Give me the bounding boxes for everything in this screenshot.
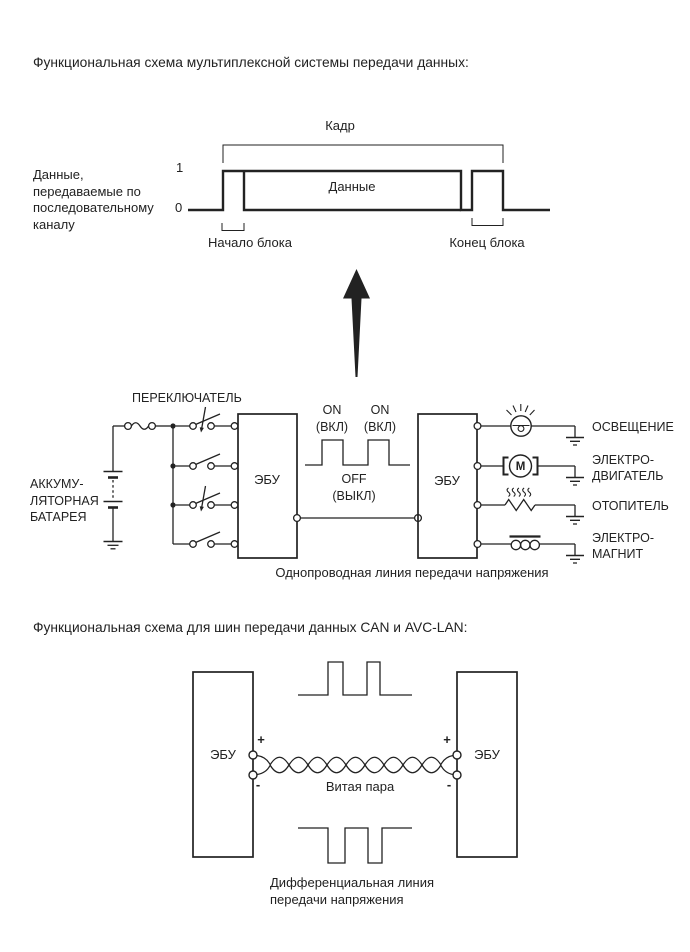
- block-start-bracket: [222, 223, 244, 231]
- ecu-right-label-2: ЭБУ: [474, 747, 500, 762]
- page-title-can: Функциональная схема для шин передачи данных CAN и AVC-LAN:: [33, 620, 468, 635]
- ecu-terminal: [474, 502, 481, 509]
- bus-terminal: [249, 751, 257, 759]
- ecu-terminal: [231, 502, 238, 509]
- frame-label: Кадр: [325, 118, 355, 133]
- switch-row-3: [176, 486, 232, 512]
- switch-row-1: [176, 407, 232, 433]
- bus-terminal: [453, 751, 461, 759]
- motor-letter: M: [515, 460, 526, 473]
- block-start-label: Начало блока: [208, 235, 292, 250]
- single-wire-caption: Однопроводная линия передачи напряжения: [275, 565, 549, 580]
- page-title-multiplex: Функциональная схема мультиплексной системы передачи данных:: [33, 55, 469, 70]
- differential-bus-diagram: [193, 662, 517, 863]
- bus-terminal: [453, 771, 461, 779]
- level-low-label: 0: [175, 200, 183, 215]
- lamp-icon: [481, 404, 575, 436]
- ecu-right-label: ЭБУ: [434, 473, 460, 488]
- switch-label: ПЕРЕКЛЮЧАТЕЛЬ: [132, 391, 242, 405]
- ecu-terminal: [231, 423, 238, 430]
- ground-symbol: [566, 544, 584, 563]
- junction-dot: [170, 463, 175, 468]
- on-label-1: ON (ВКЛ): [315, 403, 349, 434]
- ground-symbol: [566, 466, 584, 485]
- switch-row-2: [176, 454, 232, 469]
- negative-pulse-waveform: [298, 828, 412, 863]
- twisted-pair-label: Витая пара: [325, 779, 395, 794]
- plus-left-label: +: [257, 732, 265, 747]
- load-label-motor: ЭЛЕКТРО- ДВИГАТЕЛЬ: [592, 452, 664, 483]
- battery-symbol: [104, 426, 123, 549]
- ecu-terminal: [231, 463, 238, 470]
- ecu-terminal: [474, 541, 481, 548]
- on-off-waveform: [305, 440, 410, 465]
- plus-right-label: +: [443, 732, 451, 747]
- ecu-terminal: [474, 423, 481, 430]
- minus-right-label: -: [446, 777, 452, 792]
- battery-ground-icon: [104, 542, 123, 549]
- ground-symbol: [566, 426, 584, 445]
- twisted-pair: [257, 756, 453, 775]
- ecu-terminal: [231, 541, 238, 548]
- battery-label: АККУМУ- ЛЯТОРНАЯ БАТАРЕЯ: [30, 477, 99, 524]
- data-label: Данные: [328, 179, 376, 194]
- switch-arrow-icon: [200, 506, 204, 511]
- junction-dot: [170, 502, 175, 507]
- up-arrow: [343, 269, 370, 377]
- electromagnet-icon: [481, 537, 575, 550]
- ecu-terminal: [474, 463, 481, 470]
- motor-icon: [481, 455, 575, 477]
- ecu-left-label: ЭБУ: [254, 472, 280, 487]
- differential-caption: Дифференциальная линия передачи напряжения: [270, 875, 435, 907]
- ecu-left-box: [193, 672, 253, 857]
- frame-bracket: [223, 145, 503, 163]
- minus-left-label: -: [255, 777, 261, 792]
- ecu-right-box: [457, 672, 517, 857]
- heater-icon: [481, 488, 575, 511]
- block-end-bracket: [472, 218, 503, 226]
- ground-symbol: [566, 505, 584, 524]
- positive-pulse-waveform: [298, 662, 412, 695]
- switch-row-4: [173, 532, 231, 547]
- ecu-terminal: [294, 515, 301, 522]
- on-label-2: ON (ВКЛ): [363, 403, 397, 434]
- load-label-magnet: ЭЛЕКТРО- МАГНИТ: [592, 530, 654, 561]
- load-label-heater: ОТОПИТЕЛЬ: [592, 499, 669, 513]
- ecu-left-label-2: ЭБУ: [210, 747, 236, 762]
- off-label: OFF (ВЫКЛ): [332, 472, 376, 503]
- junction-dot: [170, 423, 175, 428]
- level-high-label: 1: [176, 160, 184, 175]
- serial-signal-label: Данные, передаваемые по последовательному каналу: [33, 167, 154, 232]
- load-label-lighting: ОСВЕЩЕНИЕ: [592, 420, 674, 434]
- block-end-label: Конец блока: [449, 235, 525, 250]
- fuse-symbol: [113, 423, 170, 430]
- switch-arrow-icon: [200, 427, 204, 432]
